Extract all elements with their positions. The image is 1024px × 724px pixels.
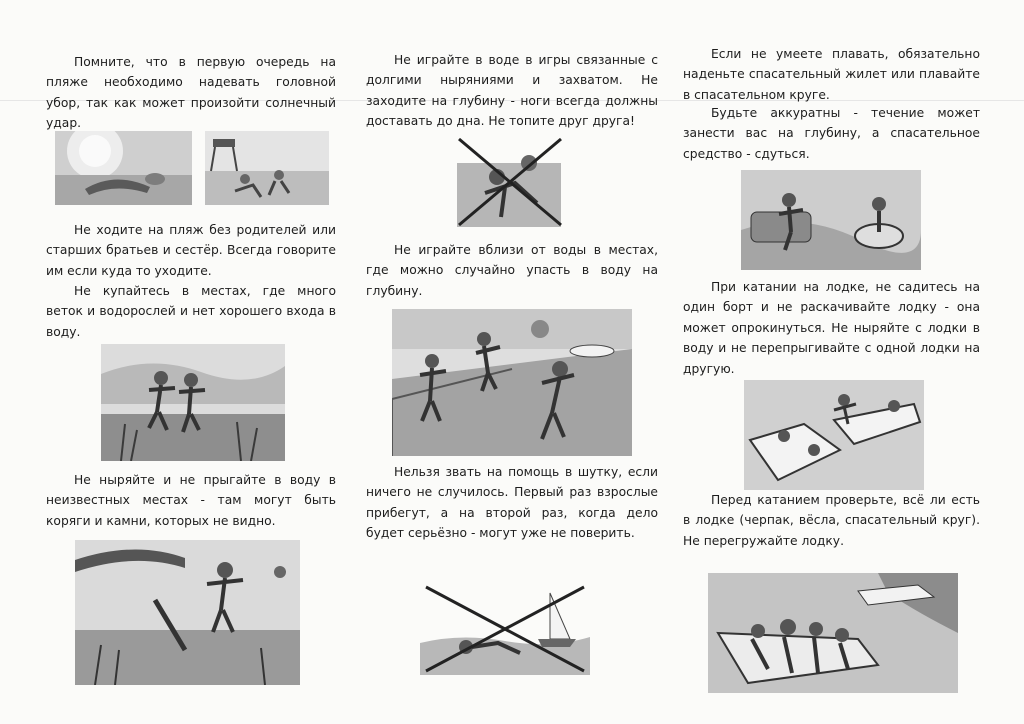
text-sun-hat: Помните, что в первую очередь на пляже необходимо надевать головной убор, так как может произойти солнечный удар. — [46, 55, 336, 131]
illustration-forbidden-drowning-game — [455, 133, 565, 229]
illustration-diving-underwater — [75, 540, 300, 685]
text-life-vest: Если не умеете плавать, обязательно наденьте спасательный жилет или плавайте в спасательном круге. — [683, 47, 980, 102]
text-current-warning: Будьте аккуратны - течение может занести вас на глубину, а спасательное средство - сдуться. — [683, 106, 980, 161]
illustration-inflatable-ring — [741, 170, 921, 270]
illustration-sunstroke — [55, 131, 192, 205]
text-branches-algae: Не купайтесь в местах, где много веток и водорослей и нет хорошего входа в воду. — [46, 284, 336, 339]
text-unknown-places: Не ныряйте и не прыгайте в воду в неизвестных местах - там могут быть коряги и камни, которых не видно. — [46, 473, 336, 528]
text-check-boat: Перед катанием проверьте, всё ли есть в лодке (черпак, вёсла, спасательный круг). Не перегружайте лодку. — [683, 493, 980, 548]
text-no-parents: Не ходите на пляж без родителей или старших братьев и сестёр. Всегда говорите им если куда то уходите. — [46, 223, 336, 278]
text-boat-balance: При катании на лодке, не садитесь на один борт и не раскачивайте лодку - она может опрокинуться. Не ныряйте с лодки в воду и не перепрыгивайте с одной лодки на другую. — [683, 280, 980, 376]
illustration-kids-in-algae — [101, 344, 285, 461]
text-false-alarm: Нельзя звать на помощь в шутку, если ничего не случилось. Первый раз взрослые прибегут, а на второй раз, когда дело будет серьёзно - могут уже не поверить. — [366, 465, 658, 541]
illustration-beach-lifeguard — [205, 131, 329, 205]
illustration-forbidden-false-alarm — [420, 583, 590, 675]
illustration-overloaded-boat — [708, 573, 958, 693]
illustration-playing-near-pier — [392, 309, 632, 456]
text-near-water: Не играйте вблизи от воды в местах, где можно случайно упасть в воду на глубину. — [366, 243, 658, 298]
illustration-boats-jumping — [744, 380, 924, 490]
text-no-diving-games: Не играйте в воде в игры связанные с долгими ныряниями и захватом. Не заходите на глубину - ноги всегда должны доставать до дна. Не топите друг друга! — [366, 53, 658, 129]
